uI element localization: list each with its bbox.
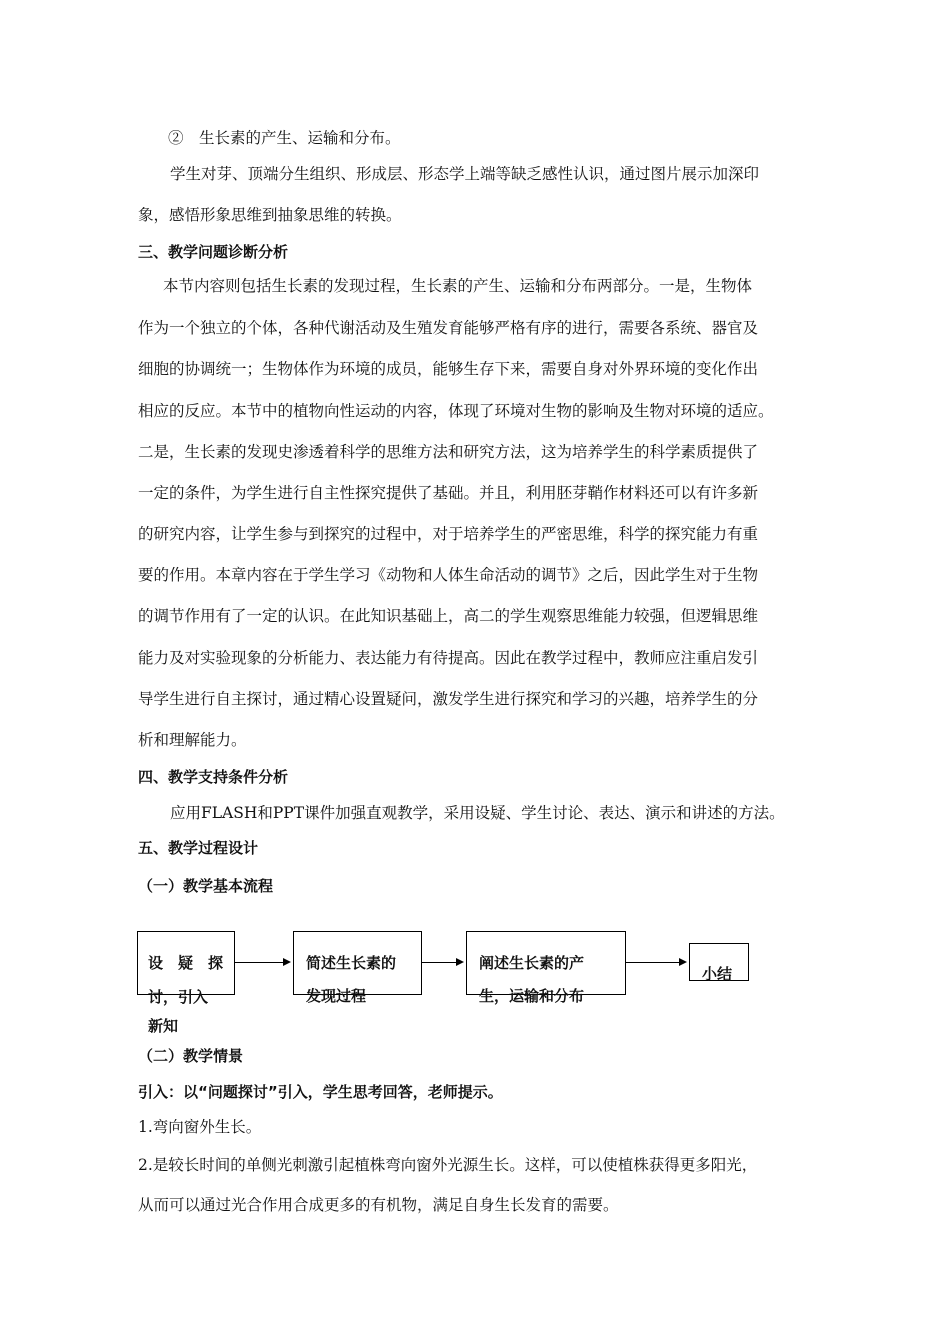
flow-arrow-3 [625,962,685,963]
flow-box-inquiry-line-2: 讨，引入 [148,988,209,1006]
answer-2-line-2: 从而可以通过光合作用合成更多的有机物，满足自身生长发育的需要。 [138,1196,619,1214]
section-3-line-2: 作为一个独立的个体，各种代谢活动及生殖发育能够严格有序的进行，需要各系统、器官及 [138,319,759,337]
flow-box-inquiry-line-3: 新知 [148,1017,179,1035]
item-2-desc-line-2: 象，感悟形象思维到抽象思维的转换。 [138,206,402,224]
item-2-heading: ② 生长素的产生、运输和分布。 [168,129,401,147]
section-3-line-3: 细胞的协调统一；生物体作为环境的成员，能够生存下来，需要自身对外界环境的变化作出 [138,360,759,378]
section-3-heading: 三、教学问题诊断分析 [138,243,289,261]
section-3-line-4: 相应的反应。本节中的植物向性运动的内容，体现了环境对生物的影响及生物对环境的适应。 [138,402,774,420]
flow-box-production [466,931,626,1005]
flow-box-production-line-2: 生，运输和分布 [479,987,585,1005]
section-4-heading: 四、教学支持条件分析 [138,768,289,786]
section-3-line-7: 的研究内容，让学生参与到探究的过程中，对于培养学生的严密思维，科学的探究能力有重 [138,525,759,543]
flow-arrow-1 [234,962,289,963]
answer-1: 1.弯向窗外生长。 [138,1118,262,1136]
section-3-line-10: 能力及对实验现象的分析能力、表达能力有待提高。因此在教学过程中，教师应注重启发引 [138,649,759,667]
flow-box-summary [689,943,749,981]
flow-box-discovery-line-2: 发现过程 [306,987,367,1005]
flow-box-discovery [293,931,422,1005]
flow-box-inquiry [137,931,235,1006]
section-5-1-heading: （一）教学基本流程 [138,877,274,895]
intro-line: 引入：以“问题探讨”引入，学生思考回答，老师提示。 [138,1083,503,1101]
flow-arrow-2 [421,962,462,963]
section-5-2-heading: （二）教学情景 [138,1047,244,1065]
flow-box-production-line-1: 阐述生长素的产 [479,954,585,972]
section-3-line-1: 本节内容则包括生长素的发现过程，生长素的产生、运输和分布两部分。一是，生物体 [163,277,753,295]
section-5-heading: 五、教学过程设计 [138,839,259,857]
flow-box-inquiry-line-1: 设 疑 探 [148,954,224,972]
flow-box-discovery-line-1: 简述生长素的 [306,954,397,972]
section-3-line-5: 二是，生长素的发现史渗透着科学的思维方法和研究方法，这为培养学生的科学素质提供了 [138,443,759,461]
item-2-desc-line-1: 学生对芽、顶端分生组织、形成层、形态学上端等缺乏感性认识，通过图片展示加深印 [170,165,760,183]
section-3-line-12: 析和理解能力。 [138,731,247,749]
section-3-line-9: 的调节作用有了一定的认识。在此知识基础上，高二的学生观察思维能力较强，但逻辑思维 [138,607,759,625]
flow-box-summary-label: 小结 [702,965,733,983]
answer-2-line-1: 2.是较长时间的单侧光刺激引起植株弯向窗外光源生长。这样，可以使植株获得更多阳光， [138,1156,758,1174]
section-3-line-11: 导学生进行自主探讨，通过精心设置疑问，激发学生进行探究和学习的兴趣，培养学生的分 [138,690,759,708]
section-3-line-8: 要的作用。本章内容在于学生学习《动物和人体生命活动的调节》之后，因此学生对于生物 [138,566,759,584]
section-3-line-6: 一定的条件，为学生进行自主性探究提供了基础。并且，利用胚芽鞘作材料还可以有许多新 [138,484,759,502]
section-4-text: 应用FLASH和PPT课件加强直观教学，采用设疑、学生讨论、表达、演示和讲述的方法。 [170,804,785,822]
